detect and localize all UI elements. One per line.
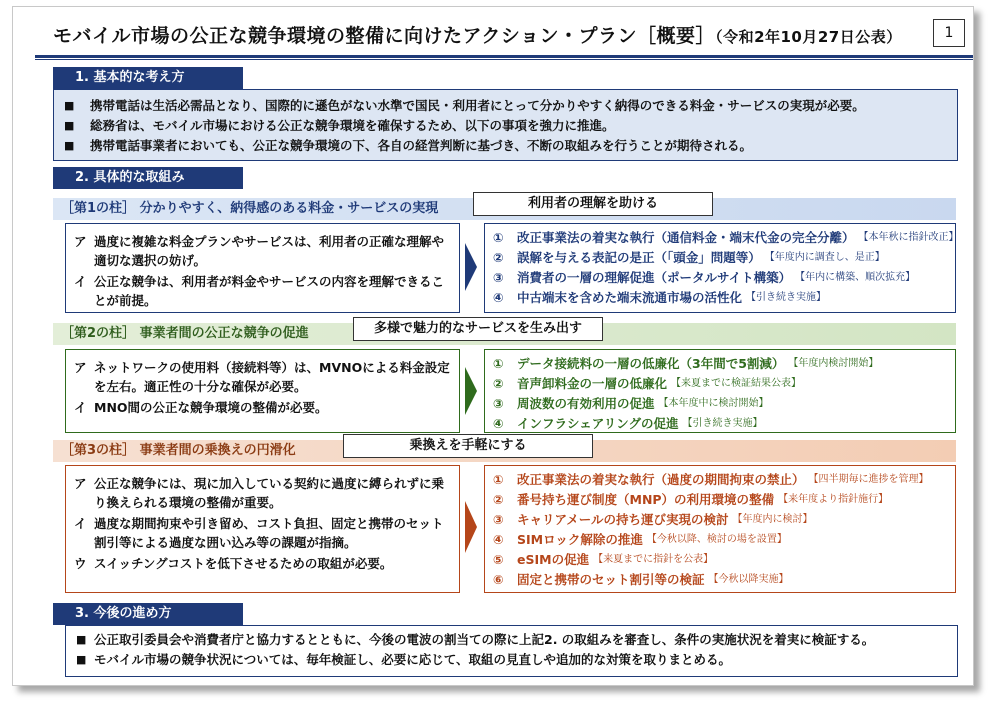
section1-box	[53, 89, 958, 161]
title-text: モバイル市場の公正な競争環境の整備に向けたアクション・プラン［概要］	[53, 25, 716, 47]
section3-box	[65, 625, 958, 677]
action-item: ② 音声卸料金の一層の低廉化 【来夏までに検証結果公表】	[493, 376, 802, 391]
action-item: ③ キャリアメールの持ち運び実現の検討 【年度内に検討】	[493, 512, 813, 527]
action-item: ① 改正事業法の着実な執行（通信料金・端末代金の完全分離） 【本年秋に指針改正】	[493, 230, 959, 245]
section3-bullet: ■ 公正取引委員会や消費者庁と協力するとともに、今後の電波の割当ての際に上記2. の取組みを審査し、条件の実施状況を着実に検証する。	[76, 632, 875, 647]
action-item: ⑥ 固定と携帯のセット割引等の検証 【今秋以降実施】	[493, 572, 789, 587]
issue-item: ウ スイッチングコストを低下させるための取組が必要。	[74, 556, 393, 571]
action-item: ④ SIMロック解除の推進 【今秋以降、検討の場を設置】	[493, 532, 787, 547]
pillar2-issues	[65, 349, 460, 433]
pillar3-arrow-icon	[465, 501, 477, 553]
pillar3-tag: 乗換えを手軽にする	[343, 434, 593, 458]
issue-item: イ MNO間の公正な競争環境の整備が必要。	[74, 400, 328, 415]
section3-heading: 3. 今後の進め方	[53, 603, 243, 625]
section1-heading: 1. 基本的な考え方	[53, 67, 243, 89]
action-item: ③ 消費者の一層の理解促進（ポータルサイト構築） 【年内に構築、順次拡充】	[493, 270, 916, 285]
issue-item: ア ネットワークの使用料（接続料等）は、MVNOによる料金設定を左右。適正性の十分な確保が必要。	[74, 360, 450, 394]
action-item: ② 番号持ち運び制度（MNP）の利用環境の整備 【来年度より指針施行】	[493, 492, 889, 507]
action-item: ① 改正事業法の着実な執行（過度の期間拘束の禁止） 【四半期毎に進捗を管理】	[493, 472, 929, 487]
title-divider-thin	[35, 59, 973, 60]
section3-bullet: ■ モバイル市場の競争状況については、毎年検証し、必要に応じて、取組の見直しや追加的な対策を取りまとめる。	[76, 652, 732, 667]
slide	[12, 6, 974, 686]
issue-item: イ 過度な期間拘束や引き留め、コスト負担、固定と携帯のセット割引等による過度な囲い込み等の課題が指摘。	[74, 516, 444, 550]
pillar3-issues	[65, 465, 460, 593]
section1-bullet: ■ 携帯電話は生活必需品となり、国際的に遜色がない水準で国民・利用者にとって分かりやすく納得のできる料金・サービスの実現が必要。	[64, 98, 865, 113]
action-item: ② 誤解を与える表記の是正（「頭金」問題等） 【年度内に調査し、是正】	[493, 250, 885, 265]
action-item: ① データ接続料の一層の低廉化（3年間で5割減） 【年度内検討開始】	[493, 356, 879, 371]
title-date: （令和2年10月27日公表）	[715, 28, 902, 46]
page-title	[53, 21, 953, 48]
pillar1-title: ［第1の柱］ 分かりやすく、納得感のある料金・サービスの実現	[53, 198, 956, 220]
pillar2-actions	[484, 349, 956, 433]
pillar1-actions	[484, 223, 959, 313]
issue-item: イ 公正な競争は、利用者が料金やサービスの内容を理解できることが前提。	[74, 274, 445, 308]
pillar3-actions	[484, 465, 956, 593]
action-item: ④ 中古端末を含めた端末流通市場の活性化 【引き続き実施】	[493, 290, 827, 305]
title-divider	[35, 55, 973, 58]
action-item: ④ インフラシェアリングの促進 【引き続き実施】	[493, 416, 763, 431]
section1-bullet: ■ 総務省は、モバイル市場における公正な競争環境を確保するため、以下の事項を強力に推進。	[64, 118, 615, 133]
pillar2-title: ［第2の柱］ 事業者間の公正な競争の促進	[53, 323, 956, 345]
action-item: ⑤ eSIMの促進 【来夏までに指針を公表】	[493, 552, 714, 567]
issue-item: ア 過度に複雑な料金プランやサービスは、利用者の正確な理解や適切な選択の妨げ。	[74, 234, 445, 268]
action-item: ③ 周波数の有効利用の促進 【本年度中に検討開始】	[493, 396, 769, 411]
page-number: 1	[933, 19, 965, 47]
pillar1-arrow-icon	[465, 243, 477, 291]
pillar1-tag: 利用者の理解を助ける	[473, 192, 713, 216]
issue-item: ア 公正な競争には、現に加入している契約に過度に縛られずに乗り換えられる環境の整備が重要。	[74, 476, 445, 510]
section2-heading: 2. 具体的な取組み	[53, 167, 243, 189]
pillar1-issues	[65, 223, 460, 313]
section1-bullet: ■ 携帯電話事業者においても、公正な競争環境の下、各自の経営判断に基づき、不断の取組みを行うことが期待される。	[64, 138, 753, 153]
pillar2-arrow-icon	[465, 367, 477, 415]
pillar3-title: ［第3の柱］ 事業者間の乗換えの円滑化	[53, 440, 956, 462]
pillar2-tag: 多様で魅力的なサービスを生み出す	[353, 317, 603, 341]
